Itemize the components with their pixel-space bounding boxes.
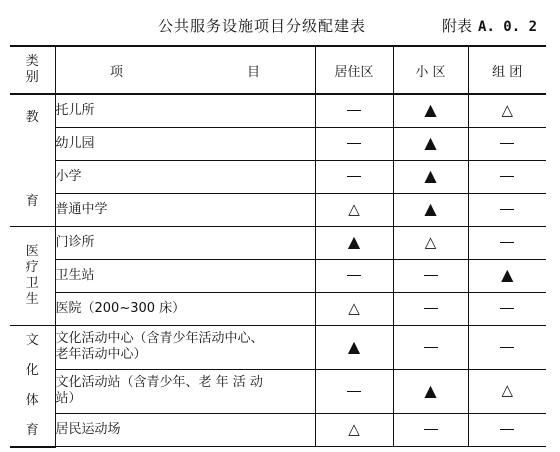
level-cell-residential-quarter <box>393 369 468 413</box>
level-cell-residential-district <box>315 259 393 292</box>
level-cell-cluster <box>468 259 546 292</box>
facility-item-label: 门诊所 <box>55 234 95 250</box>
level-cell-cluster <box>468 193 546 226</box>
table-row <box>10 292 546 325</box>
level-cell-cluster <box>468 413 546 446</box>
table-row <box>10 325 546 369</box>
header-category <box>10 46 55 94</box>
level-cell-cluster <box>468 292 546 325</box>
header-row <box>10 46 546 94</box>
category-cell <box>10 94 55 226</box>
header-item <box>55 46 315 94</box>
level-cell-residential-district <box>315 127 393 160</box>
header-category-label: 类 别 <box>25 54 39 85</box>
level-cell-residential-quarter <box>393 226 468 259</box>
table-row <box>10 127 546 160</box>
required-triangle-icon: ▲ <box>424 166 437 185</box>
table-title: 公共服务设施项目分级配建表 <box>158 17 367 35</box>
facility-item-cell <box>55 127 315 160</box>
required-triangle-icon: ▲ <box>501 265 514 284</box>
level-cell-cluster <box>468 325 546 369</box>
level-cell-cluster <box>468 94 546 127</box>
not-required-dash <box>347 110 361 111</box>
facility-item-label: 文化活动中心（含青少年活动中心、 老年活动中心） <box>55 331 264 363</box>
table-row <box>10 193 546 226</box>
header-level-cluster: 组 团 <box>468 46 546 94</box>
category-label: 教 育 <box>25 110 39 210</box>
facility-item-cell <box>55 94 315 127</box>
table-row <box>10 94 546 127</box>
not-required-dash <box>347 143 361 144</box>
facility-item-cell <box>55 369 315 413</box>
optional-triangle-icon: △ <box>348 298 360 317</box>
not-required-dash <box>347 275 361 276</box>
facility-item-cell <box>55 193 315 226</box>
optional-triangle-icon: △ <box>348 419 360 438</box>
level-cell-cluster <box>468 226 546 259</box>
category-label: 文 化 体 育 <box>25 332 39 438</box>
required-triangle-icon: ▲ <box>424 199 437 218</box>
level-cell-residential-quarter <box>393 259 468 292</box>
facility-item-cell <box>55 292 315 325</box>
not-required-dash <box>347 391 361 392</box>
required-triangle-icon: ▲ <box>424 100 437 120</box>
level-cell-residential-district <box>315 160 393 193</box>
category-cell <box>10 325 55 447</box>
required-triangle-icon: ▲ <box>347 336 361 356</box>
not-required-dash <box>500 308 514 309</box>
not-required-dash <box>500 242 514 243</box>
not-required-dash <box>500 143 514 144</box>
not-required-dash <box>500 347 514 348</box>
level-cell-residential-district <box>315 226 393 259</box>
level-cell-residential-quarter <box>393 127 468 160</box>
facility-item-cell <box>55 259 315 292</box>
header-level-residential-district: 居住区 <box>315 46 393 94</box>
facility-item-cell <box>55 160 315 193</box>
level-cell-cluster <box>468 369 546 413</box>
level-cell-residential-quarter <box>393 413 468 446</box>
optional-triangle-icon: △ <box>501 100 514 119</box>
level-cell-cluster <box>468 160 546 193</box>
facility-item-label: 卫生站 <box>55 267 95 283</box>
header-item-char-2: 目 <box>246 64 260 80</box>
level-cell-residential-district <box>315 413 393 446</box>
facility-item-label: 文化活动站（含青少年、老 年 活 动 站） <box>55 375 263 407</box>
facility-item-label: 托儿所 <box>55 102 95 118</box>
level-cell-residential-quarter <box>393 292 468 325</box>
table-row <box>10 160 546 193</box>
optional-triangle-icon: △ <box>501 381 514 400</box>
table-row <box>10 226 546 259</box>
facility-item-cell <box>55 226 315 259</box>
required-triangle-icon: ▲ <box>347 232 361 251</box>
level-cell-residential-district <box>315 193 393 226</box>
not-required-dash <box>424 347 438 348</box>
table-row <box>10 413 546 446</box>
facility-allocation-table <box>10 45 546 448</box>
required-triangle-icon: ▲ <box>424 133 437 152</box>
level-cell-residential-quarter <box>393 325 468 369</box>
level-cell-residential-quarter <box>393 193 468 226</box>
appendix-prefix: 附表 <box>442 17 473 35</box>
table-row <box>10 259 546 292</box>
required-triangle-icon: ▲ <box>424 380 437 400</box>
not-required-dash <box>500 429 514 430</box>
facility-item-label: 幼儿园 <box>55 135 95 151</box>
level-cell-cluster <box>468 127 546 160</box>
facility-item-cell <box>55 325 315 369</box>
facility-item-label: 医院（200~300 床） <box>55 300 186 316</box>
not-required-dash <box>424 429 438 430</box>
not-required-dash <box>424 308 438 309</box>
optional-triangle-icon: △ <box>348 199 360 218</box>
facility-item-label: 小学 <box>55 168 82 184</box>
facility-item-label: 普通中学 <box>55 201 108 217</box>
category-cell <box>10 226 55 325</box>
not-required-dash <box>500 209 514 210</box>
level-cell-residential-district <box>315 94 393 127</box>
header-level-residential-quarter: 小 区 <box>393 46 468 94</box>
level-cell-residential-district <box>315 292 393 325</box>
not-required-dash <box>500 176 514 177</box>
level-cell-residential-quarter <box>393 94 468 127</box>
appendix-code: A. 0. 2 <box>478 19 538 35</box>
facility-item-cell <box>55 413 315 446</box>
level-cell-residential-district <box>315 369 393 413</box>
table-row <box>10 369 546 413</box>
not-required-dash <box>347 176 361 177</box>
level-cell-residential-quarter <box>393 160 468 193</box>
appendix-label <box>442 15 537 36</box>
not-required-dash <box>424 275 438 276</box>
facility-item-label: 居民运动场 <box>55 421 121 437</box>
header-item-char-1: 项 <box>110 64 124 80</box>
optional-triangle-icon: △ <box>424 232 437 251</box>
category-label: 医 疗 卫 生 <box>25 243 39 307</box>
level-cell-residential-district <box>315 325 393 369</box>
